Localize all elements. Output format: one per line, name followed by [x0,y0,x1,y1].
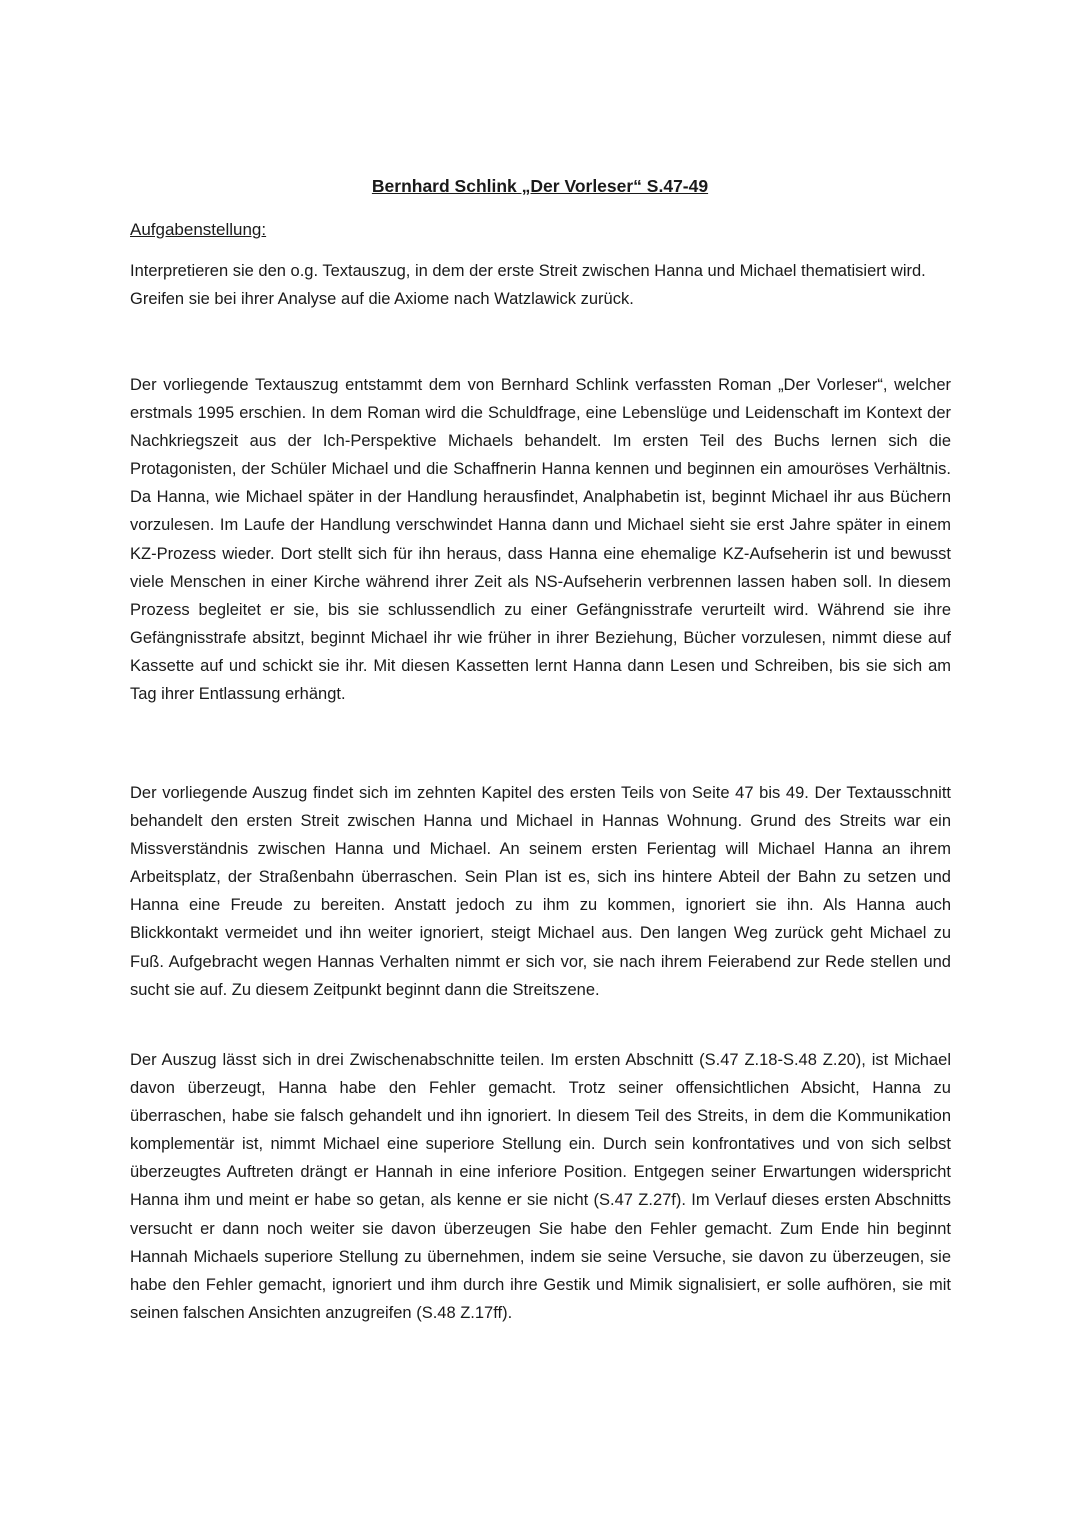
task-text: Interpretieren sie den o.g. Textauszug, in dem der erste Streit zwischen Hanna und Michael thematisiert wird. Greifen sie bei ihrer Analyse auf die Axiome nach Watzlawick zurück. [130,262,926,309]
paragraph: Der vorliegende Auszug findet sich im zehnten Kapitel des ersten Teils von Seite 47 bis 49. Der Textausschnitt behandelt den ersten Streit zwischen Hanna und Michael in Hannas Wohnung. Grund des Streits war ein Missverständnis zwischen Hanna und Michael. An seinem ersten Ferientag will Michael Hanna an ihrem Arbeitsplatz, der Straßenbahn überraschen. Sein Plan ist es, sich ins hintere Abteil der Bahn zu setzen und Hanna eine Freude zu bereiten. Anstatt jedoch zu ihm zu kommen, ignoriert sie ihn. Als Hanna auch Blickkontakt vermeidet und ihn weiter ignoriert, steigt Michael aus. Den langen Weg zurück geht Michael zu Fuß. Aufgebracht wegen Hannas Verhalten nimmt er sich vor, sie nach ihrem Feierabend zur Rede stellen und sucht sie auf. Zu diesem Zeitpunkt beginnt dann die Streitszene. [130,784,951,999]
paragraph: Der Auszug lässt sich in drei Zwischenabschnitte teilen. Im ersten Abschnitt (S.47 Z.18-S.48 Z.20), ist Michael davon überzeugt, Hanna habe den Fehler gemacht. Trotz seiner offensichtlichen Absicht, Hanna zu überraschen, habe sie falsch gehandelt und ihn ignoriert. In diesem Teil des Streits, in dem die Kommunikation komplementär ist, nimmt Michael eine superiore Stellung ein. Durch sein konfrontatives und von sich selbst überzeugtes Auftreten drängt er Hannah in eine inferiore Position. Entgegen seiner Erwartungen widerspricht Hanna ihm und meint er habe so getan, als kenne er sie nicht (S.47 Z.27f). Im Verlauf dieses ersten Abschnitts versucht er dann noch weiter sie davon überzeugen Sie habe den Fehler gemacht. Zum Ende hin beginnt Hannah Michaels superiore Stellung zu übernehmen, indem sie seine Versuche, sie davon zu überzeugen, sie habe den Fehler gemacht, ignoriert und ihm durch ihre Gestik und Mimik signalisiert, er solle aufhören, sie mit seinen falschen Ansichten anzugreifen (S.48 Z.17ff). [130,1051,951,1322]
task-heading: Aufgabenstellung: [130,220,267,239]
document-title: Bernhard Schlink „Der Vorleser“ S.47-49 [371,176,709,196]
paragraph: Der vorliegende Textauszug entstammt dem von Bernhard Schlink verfassten Roman „Der Vorleser“, welcher erstmals 1995 erschien. In dem Roman wird die Schuldfrage, eine Lebenslüge und Leidenschaft im Kontext der Nachkriegszeit aus der Ich-Perspektive Michaels behandelt. Im ersten Teil des Buchs lernen sich die Protagonisten, der Schüler Michael und die Schaffnerin Hanna kennen und beginnen ein amouröses Verhältnis. Da Hanna, wie Michael später in der Handlung herausfindet, Analphabetin ist, beginnt Michael ihr aus Büchern vorzulesen. Im Laufe der Handlung verschwindet Hanna dann und Michael sieht sie erst Jahre später in einem KZ-Prozess wieder. Dort stellt sich für ihn heraus, dass Hanna eine ehemalige KZ-Aufseherin ist und bewusst viele Menschen in einer Kirche während ihrer Zeit als NS-Aufseherin verbrennen lassen haben soll. In diesem Prozess begleitet er sie, bis sie schlussendlich zu einer Gefängnisstrafe verurteilt wird. Während sie ihre Gefängnisstrafe absitzt, beginnt Michael ihr wie früher in ihrer Beziehung, Bücher vorzulesen, nimmt diese auf Kassette auf und schickt sie ihr. Mit diesen Kassetten lernt Hanna dann Lesen und Schreiben, bis sie sich am Tag ihrer Entlassung erhängt. [130,376,951,704]
